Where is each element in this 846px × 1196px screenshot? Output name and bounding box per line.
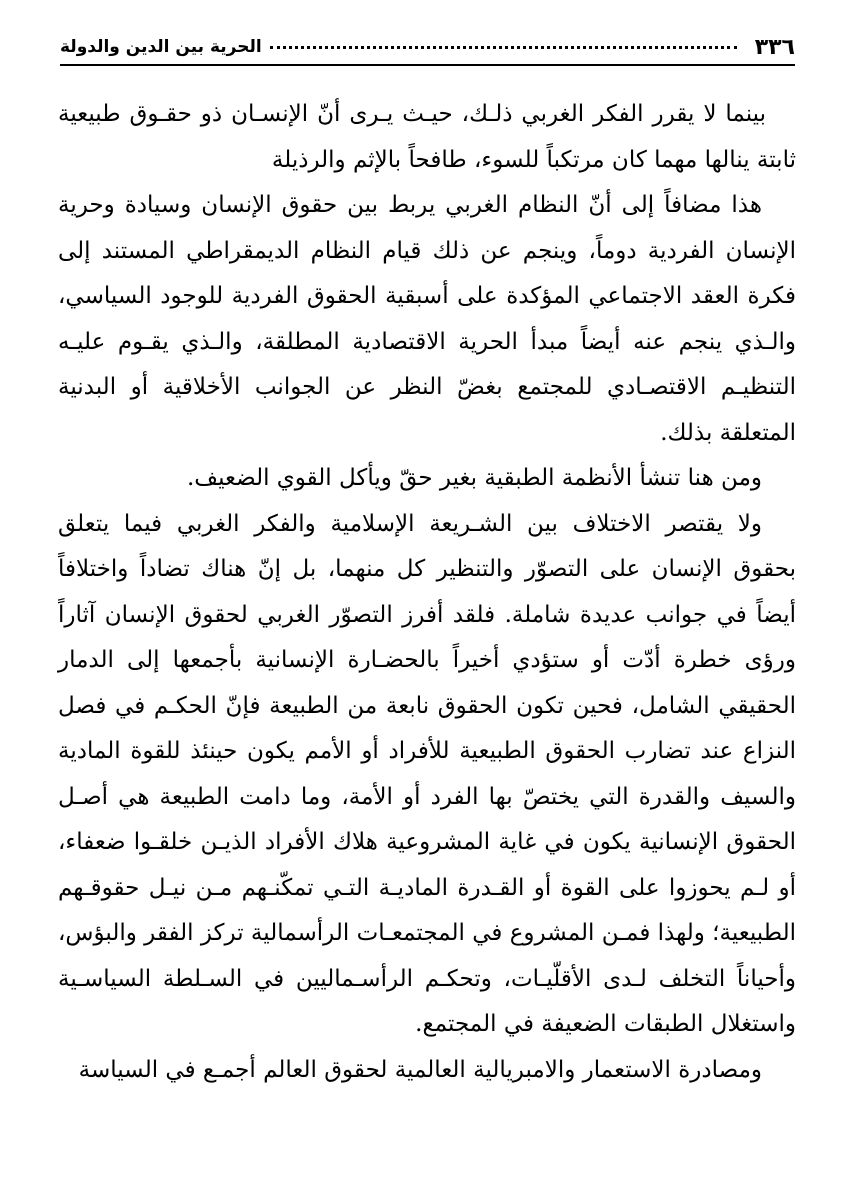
paragraph-1: بينما لا يقرر الفكر الغربي ذلـك، حيـث يـرى أنّ الإنسـان ذو حقـوق طبيعية ثابتة ينالها مهما كان مرتكباً للسوء، طافحاً بالإثم والرذيلة — [58, 101, 796, 173]
body-text — [58, 92, 796, 1093]
page-number: ٣٣٦ — [754, 34, 795, 60]
running-header — [60, 30, 795, 66]
paragraph-4: ولا يقتصر الاختلاف بين الشـريعة الإسلامية والفكر الغربي فيما يتعلق بحقوق الإنسان على التصوّر والتنظير كل منهما، بل إنّ هناك تضاداً واختلافاً أيضاً في جوانب عديدة شاملة. فلقد أفرز التصوّر الغربي لحقوق الإنسان آثاراً ورؤى خطرة أدّت أو ستؤدي أخيراً بالحضـارة الإنسانية بأجمعها إلى الدمار الحقيقي الشامل، فحين تكون الحقوق نابعة من الطبيعة فإنّ الحكـم في فصل النزاع عند تضارب الحقوق الطبيعية للأفراد أو الأمم يكون حينئذ للقوة المادية والسيف والقدرة التي يختصّ بها الفرد أو الأمة، وما دامت الطبيعة هي أصـل الحقوق الإنسانية يكون في غاية المشروعية هلاك الأفراد الذيـن خلقـوا ضعفاء، أو لـم يحوزوا على القوة أو القـدرة الماديـة التـي تمكّنـهم مـن نيـل حقوقـهم الطبيعية؛ ولهذا فمـن المشروع في المجتمعـات الرأسمالية تركز الفقر والبؤس، وأحياناً التخلف لـدى الأقلّيـات، وتحكـم الرأسـماليين في السـلطة السياسـية واستغلال الطبقات الضعيفة في المجتمع. — [58, 510, 796, 1037]
book-title: الحرية بين الدين والدولة — [60, 37, 262, 57]
paragraph-2: هذا مضافاً إلى أنّ النظام الغربي يربط بين حقوق الإنسان وسيادة وحرية الإنسان الفردية دوماً، وينجم عن ذلك قيام النظام الديمقراطي المستند إلى فكرة العقد الاجتماعي المؤكدة على أسبقية الحقوق الفردية للوجود السياسي، والـذي ينجم عنه أيضاً مبدأ الحرية الاقتصادية المطلقة، والـذي يقـوم عليـه التنظيـم الاقتصـادي للمجتمع بغضّ النظر عن الجوانب الأخلاقية أو البدنية المتعلقة بذلك. — [58, 192, 796, 446]
paragraph-5: ومصادرة الاستعمار والامبريالية العالمية لحقوق العالم أجمـع في السياسة — [78, 1056, 762, 1083]
header-dotted-leader — [270, 46, 737, 49]
paragraph-3: ومن هنا تنشأ الأنظمة الطبقية بغير حقّ ويأكل القوي الضعيف. — [186, 465, 762, 491]
